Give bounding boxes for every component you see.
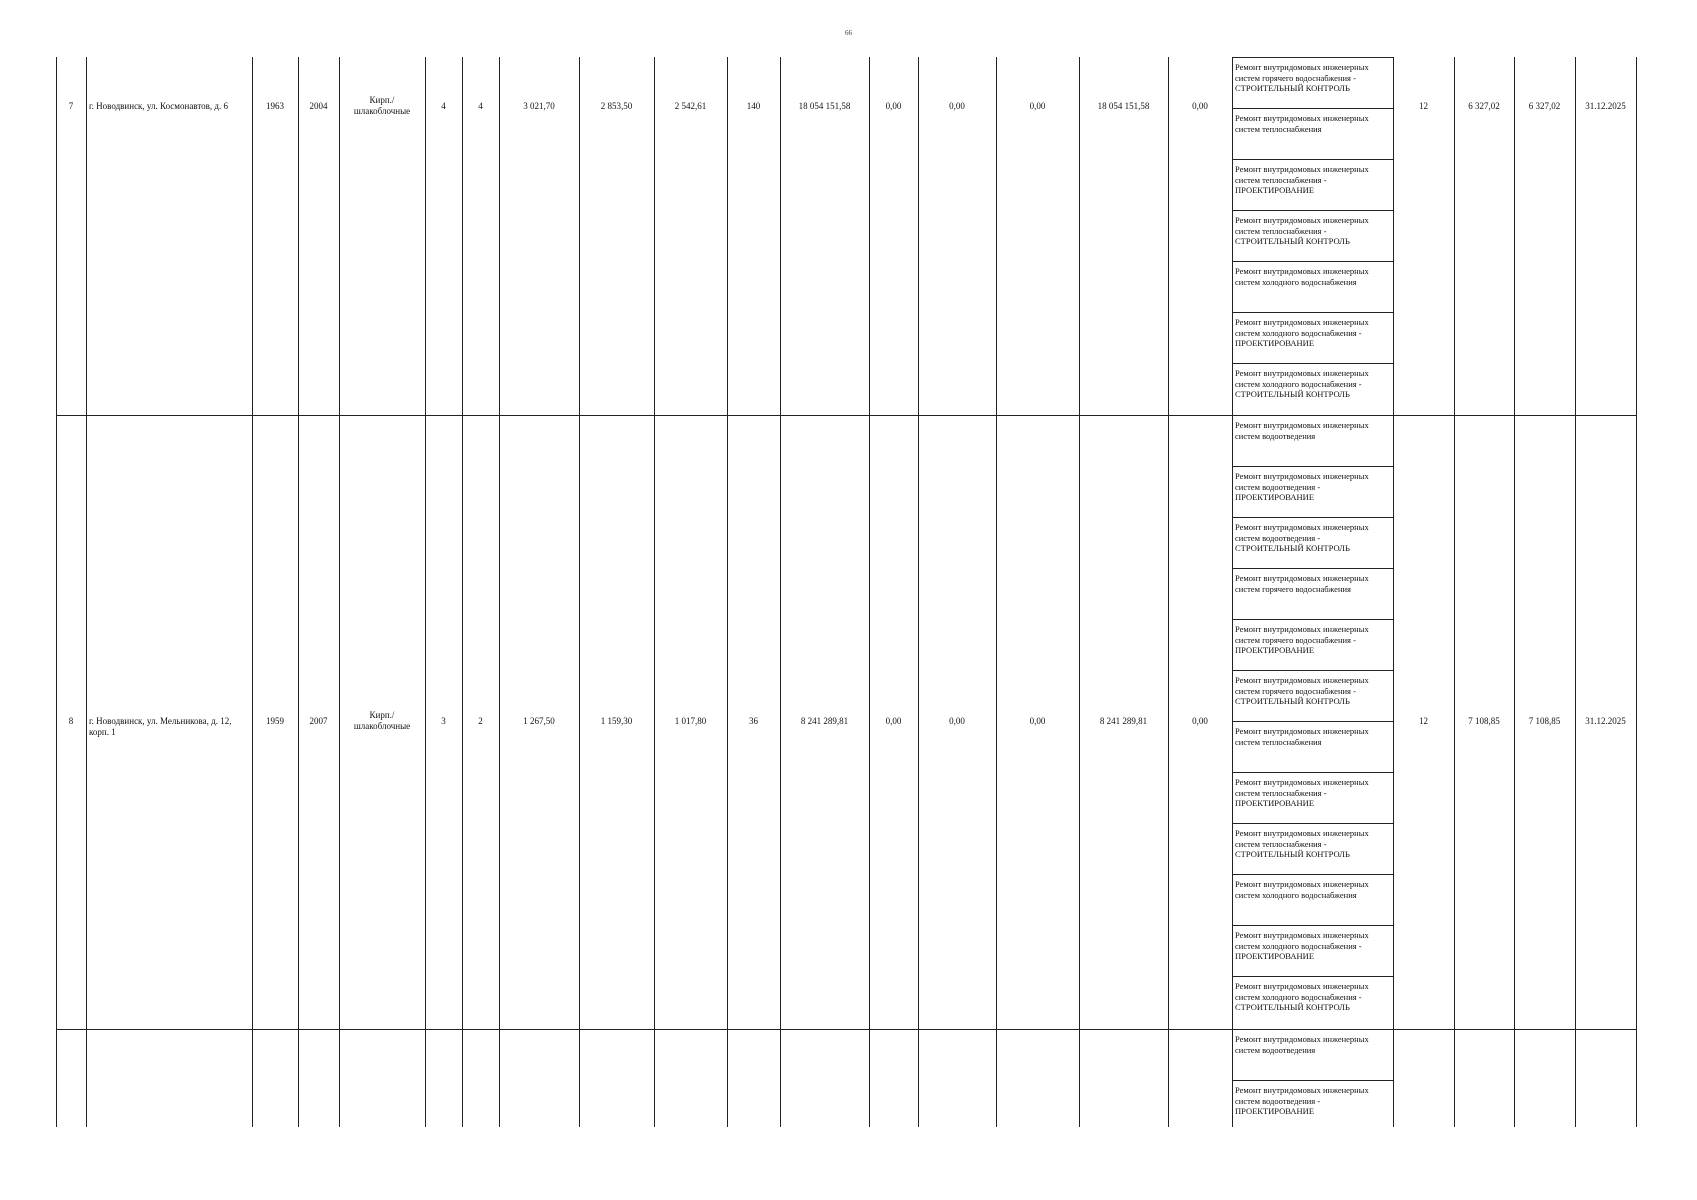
capital-repair-table xyxy=(56,57,1636,1127)
work-item: Ремонт внутридомовых инженерных систем теплоснабжения - СТРОИТЕЛЬНЫЙ КОНТРОЛЬ xyxy=(1232,210,1393,261)
cell-unit-cost-max: 6 327,02 xyxy=(1528,101,1561,111)
column-divider xyxy=(339,57,340,1127)
cell-area-residential: 2 542,61 xyxy=(674,101,707,111)
column-divider xyxy=(56,57,57,1127)
work-item: Ремонт внутридомовых инженерных систем теплоснабжения - СТРОИТЕЛЬНЫЙ КОНТРОЛЬ xyxy=(1232,823,1393,874)
work-item: Ремонт внутридомовых инженерных систем холодного водоснабжения - ПРОЕКТИРОВАНИЕ xyxy=(1232,312,1393,363)
cell-residents: 140 xyxy=(746,101,761,111)
cell-fund-other: 0,00 xyxy=(1192,716,1208,726)
cell-fund-local: 0,00 xyxy=(1029,716,1046,726)
cell-address: г. Новодвинск, ул. Космонавтов, д. 6 xyxy=(89,101,228,111)
page-number: 66 xyxy=(845,29,852,37)
column-divider xyxy=(1168,57,1169,1127)
cell-unit-cost-max: 7 108,85 xyxy=(1528,716,1561,726)
work-item: Ремонт внутридомовых инженерных систем водоотведения xyxy=(1232,1029,1393,1080)
cell-residents: 36 xyxy=(749,716,758,726)
work-item: Ремонт внутридомовых инженерных систем теплоснабжения - ПРОЕКТИРОВАНИЕ xyxy=(1232,159,1393,210)
column-divider xyxy=(462,57,463,1127)
cell-cost-total: 8 241 289,81 xyxy=(800,716,849,726)
cell-year-overhaul: 2004 xyxy=(309,101,328,111)
cell-total-area: 3 021,70 xyxy=(523,101,555,111)
cell-unit-cost: 7 108,85 xyxy=(1468,716,1500,726)
cell-fund-federal: 0,00 xyxy=(885,716,902,726)
cell-floors: 3 xyxy=(441,716,446,726)
column-divider xyxy=(996,57,997,1127)
cell-year-built: 1963 xyxy=(266,101,284,111)
cell-year-overhaul: 2007 xyxy=(309,716,328,726)
row-divider xyxy=(56,1029,1636,1030)
cell-fund-other: 0,00 xyxy=(1192,101,1208,111)
column-divider xyxy=(1636,57,1637,1127)
work-item: Ремонт внутридомовых инженерных систем теплоснабжения xyxy=(1232,721,1393,772)
row-divider xyxy=(56,415,1636,416)
column-divider xyxy=(298,57,299,1127)
work-item: Ремонт внутридомовых инженерных систем теплоснабжения xyxy=(1232,108,1393,159)
work-item: Ремонт внутридомовых инженерных систем водоотведения - ПРОЕКТИРОВАНИЕ xyxy=(1232,1080,1393,1127)
column-divider xyxy=(1079,57,1080,1127)
column-divider xyxy=(1575,57,1576,1127)
cell-fund-regional: 0,00 xyxy=(949,716,965,726)
work-item: Ремонт внутридомовых инженерных систем холодного водоснабжения xyxy=(1232,874,1393,925)
column-divider xyxy=(252,57,253,1127)
column-divider xyxy=(499,57,500,1127)
cell-entrances: 4 xyxy=(478,101,483,111)
work-item: Ремонт внутридомовых инженерных систем горячего водоснабжения xyxy=(1232,568,1393,619)
cell-deadline: 31.12.2025 xyxy=(1585,101,1626,111)
cell-floors: 4 xyxy=(441,101,446,111)
cell-unit-cost: 6 327,02 xyxy=(1468,101,1500,111)
cell-num: 7 xyxy=(68,101,74,111)
column-divider xyxy=(1454,57,1455,1127)
column-divider xyxy=(1393,57,1394,1127)
cell-entrances: 2 xyxy=(478,716,483,726)
cell-months: 12 xyxy=(1419,716,1428,726)
column-divider xyxy=(780,57,781,1127)
work-item: Ремонт внутридомовых инженерных систем холодного водоснабжения - ПРОЕКТИРОВАНИЕ xyxy=(1232,925,1393,976)
cell-total-area: 1 267,50 xyxy=(523,716,555,726)
cell-fund-owners: 18 054 151,58 xyxy=(1097,101,1150,111)
cell-wall-material: Кирп./ шлакоблочные xyxy=(353,95,411,116)
cell-months: 12 xyxy=(1419,101,1428,111)
work-item: Ремонт внутридомовых инженерных систем горячего водоснабжения - СТРОИТЕЛЬНЫЙ КОНТРОЛЬ xyxy=(1232,57,1393,108)
work-item: Ремонт внутридомовых инженерных систем теплоснабжения - ПРОЕКТИРОВАНИЕ xyxy=(1232,772,1393,823)
column-divider xyxy=(86,57,87,1127)
cell-fund-regional: 0,00 xyxy=(949,101,965,111)
column-divider xyxy=(869,57,870,1127)
column-divider xyxy=(1514,57,1515,1127)
cell-area-premises: 1 159,30 xyxy=(600,716,633,726)
work-item: Ремонт внутридомовых инженерных систем холодного водоснабжения - СТРОИТЕЛЬНЫЙ КОНТРОЛЬ xyxy=(1232,363,1393,414)
cell-deadline: 31.12.2025 xyxy=(1585,716,1626,726)
cell-cost-total: 18 054 151,58 xyxy=(798,101,851,111)
column-divider xyxy=(654,57,655,1127)
cell-fund-owners: 8 241 289,81 xyxy=(1099,716,1148,726)
cell-year-built: 1959 xyxy=(266,716,284,726)
column-divider xyxy=(425,57,426,1127)
column-divider xyxy=(579,57,580,1127)
work-item: Ремонт внутридомовых инженерных систем холодного водоснабжения xyxy=(1232,261,1393,312)
work-item: Ремонт внутридомовых инженерных систем горячего водоснабжения - ПРОЕКТИРОВАНИЕ xyxy=(1232,619,1393,670)
cell-area-residential: 1 017,80 xyxy=(674,716,707,726)
cell-fund-local: 0,00 xyxy=(1029,101,1046,111)
cell-wall-material: Кирп./ шлакоблочные xyxy=(353,710,411,731)
work-item: Ремонт внутридомовых инженерных систем водоотведения - СТРОИТЕЛЬНЫЙ КОНТРОЛЬ xyxy=(1232,517,1393,568)
column-divider xyxy=(727,57,728,1127)
work-item: Ремонт внутридомовых инженерных систем водоотведения xyxy=(1232,415,1393,466)
cell-address: г. Новодвинск, ул. Мельникова, д. 12, корп. 1 xyxy=(89,716,232,737)
cell-fund-federal: 0,00 xyxy=(885,101,902,111)
cell-area-premises: 2 853,50 xyxy=(600,101,633,111)
column-divider xyxy=(918,57,919,1127)
work-item: Ремонт внутридомовых инженерных систем водоотведения - ПРОЕКТИРОВАНИЕ xyxy=(1232,466,1393,517)
work-item: Ремонт внутридомовых инженерных систем горячего водоснабжения - СТРОИТЕЛЬНЫЙ КОНТРОЛЬ xyxy=(1232,670,1393,721)
work-item: Ремонт внутридомовых инженерных систем холодного водоснабжения - СТРОИТЕЛЬНЫЙ КОНТРОЛЬ xyxy=(1232,976,1393,1027)
cell-num: 8 xyxy=(68,716,74,726)
